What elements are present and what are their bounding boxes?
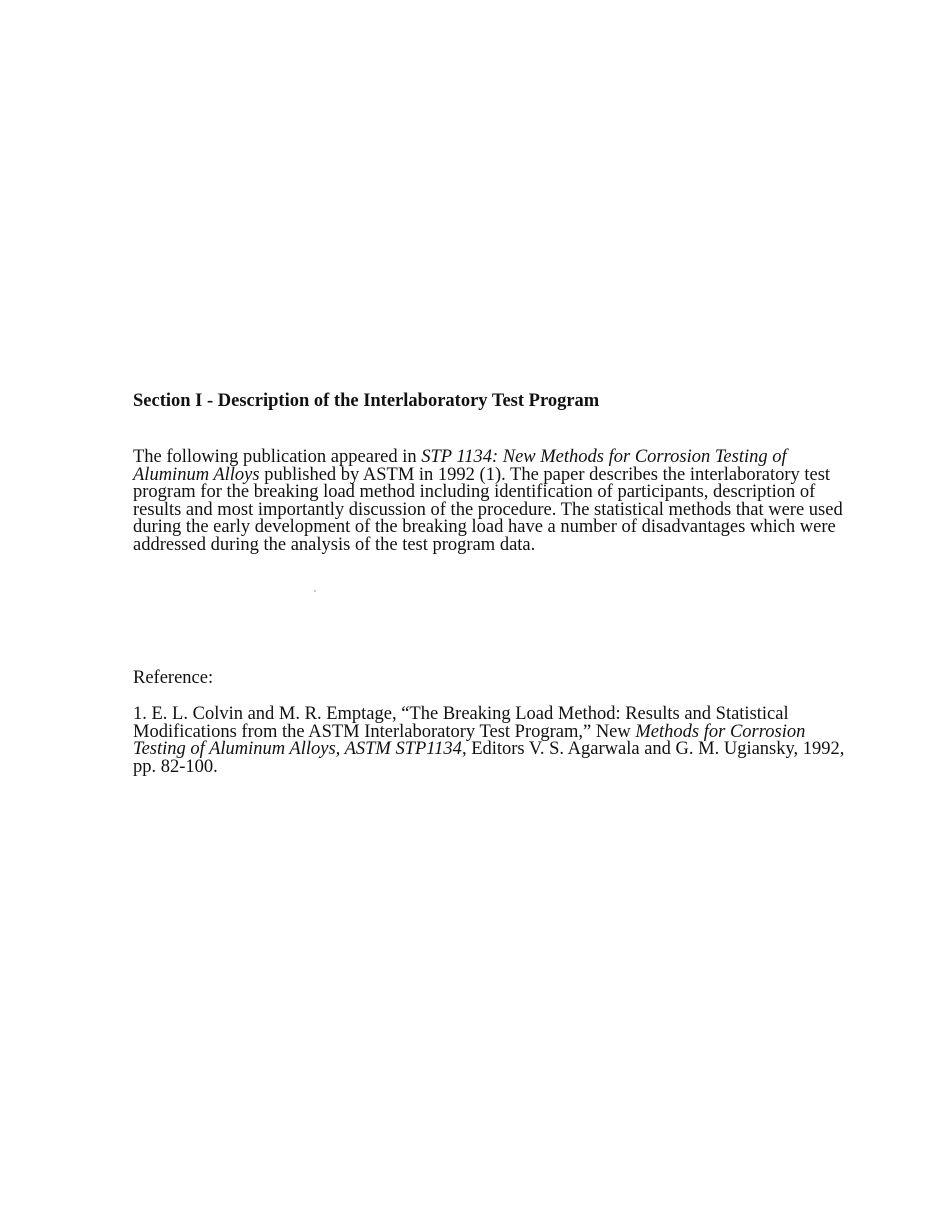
reference-line-3-text: , Editors V. S. Agarwala and G. M. Ugiansky, 1992, <box>461 739 845 759</box>
intro-line-1-text: The following publication appeared in <box>133 447 422 467</box>
intro-line-2-text: published by ASTM in 1992 (1). The paper describes the interlaboratory test <box>259 464 831 485</box>
intro-line-5: during the early development of the breaking load have a number of disadvantages which were <box>133 517 836 537</box>
reference-line-2-text: Modifications from the ASTM Interlaboratory Test Program,” New <box>133 721 636 742</box>
reference-title-part-2: Testing of Aluminum Alloys, ASTM STP1134 <box>133 739 462 759</box>
intro-line-3: program for the breaking load method including identification of participants, description of <box>133 482 816 502</box>
intro-line-4: results and most importantly discussion of the procedure. The statistical methods that were used <box>133 499 843 520</box>
publication-title-part-1: STP 1134: New Methods for Corrosion Testing of <box>421 447 787 467</box>
intro-line-6: addressed during the analysis of the test program data. <box>133 534 536 555</box>
reference-line-4: pp. 82-100. <box>133 756 218 777</box>
reference-title-part-1: Methods for Corrosion <box>635 721 806 742</box>
section-heading: Section I - Description of the Interlaboratory Test Program <box>133 391 600 411</box>
reference-label: Reference: <box>133 668 214 688</box>
reference-entry <box>133 706 873 776</box>
intro-paragraph <box>133 449 863 554</box>
reference-line-1: 1. E. L. Colvin and M. R. Emptage, “The Breaking Load Method: Results and Statistical <box>133 704 789 724</box>
reference-line-3 <box>133 741 873 759</box>
publication-title-part-2: Aluminum Alloys <box>133 464 260 485</box>
scan-speck <box>314 590 316 592</box>
